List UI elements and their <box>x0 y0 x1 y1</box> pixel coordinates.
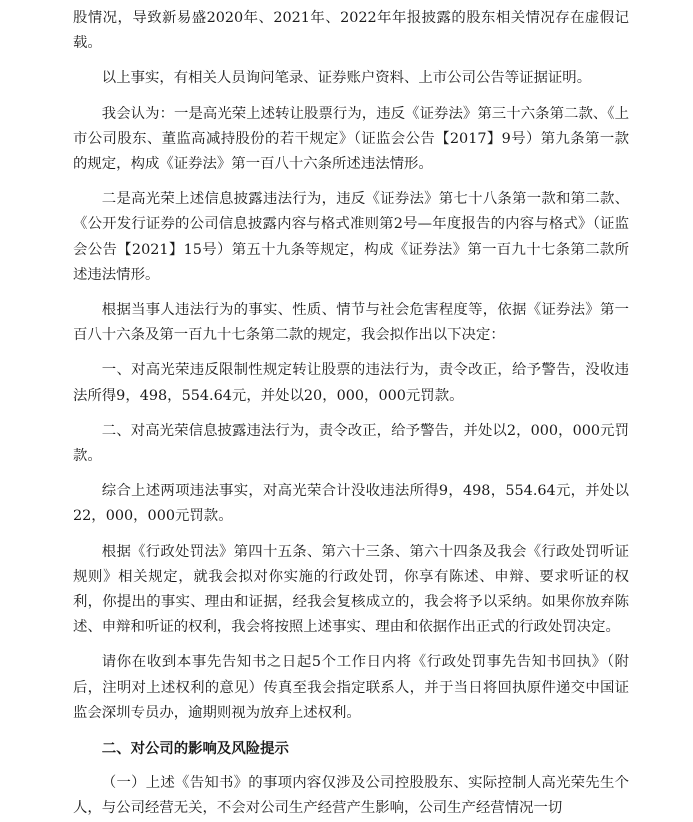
paragraph-decision-two: 二、对高光荣信息披露违法行为，责令改正，给予警告，并处以2，000，000元罚款。 <box>73 422 629 465</box>
paragraph-opinion-one: 我会认为：一是高光荣上述转让股票行为，违反《证券法》第三十六条第二款、《上市公司股东、董监高减持股份的若干规定》（证监会公告【2017】9号）第九条第一款的规定，构成《证券法》第一百八十六条所述违法情形。 <box>73 105 629 173</box>
paragraph-opinion-two: 二是高光荣上述信息披露违法行为，违反《证券法》第七十八条第一款和第二款、《公开发行证券的公司信息披露内容与格式准则第2号—年度报告的内容与格式》（证监会公告【2021】15号）第五十九条等规定，构成《证券法》第一百九十七条第二款所述违法情形。 <box>73 191 629 283</box>
paragraph-evidence: 以上事实，有相关人员询问笔录、证券账户资料、上市公司公告等证据证明。 <box>101 70 592 87</box>
paragraph-receipt-instruction: 请你在收到本事先告知书之日起5个工作日内将《行政处罚事先告知书回执》（附后，注明对上述权利的意见）传真至我会指定联系人，并于当日将回执原件递交中国证监会深圳专员办，逾期则视为放弃上述权利。 <box>73 654 629 721</box>
paragraph-basis: 根据当事人违法行为的事实、性质、情节与社会危害程度等，依据《证券法》第一百八十六条及第一百九十七条第二款的规定，我会拟作出以下决定： <box>73 302 629 344</box>
paragraph-decision-total: 综合上述两项违法事实，对高光荣合计没收违法所得9，498，554.64元，并处以22，000，000元罚款。 <box>73 483 629 525</box>
section-heading-impact: 二、对公司的影响及风险提示 <box>101 740 289 758</box>
paragraph-rights: 根据《行政处罚法》第四十五条、第六十三条、第六十四条及我会《行政处罚听证规则》相关规定，就我会拟对你实施的行政处罚，你享有陈述、申辩、要求听证的权利，你提出的事实、理由和证据，经我会复核成立的，我会将予以采纳。如果你放弃陈述、申辩和听证的权利，我会将按照上述事实、理由和依据作出正式的行政处罚决定。 <box>73 543 629 636</box>
paragraph-fact-continuation: 股情况，导致新易盛2020年、2021年、2022年年报披露的股东相关情况存在虚假记载。 <box>73 10 629 52</box>
paragraph-decision-one: 一、对高光荣违反限制性规定转让股票的违法行为，责令改正，给予警告，没收违法所得9，498，554.64元，并处以20，000，000元罚款。 <box>73 362 629 404</box>
paragraph-impact-one: （一）上述《告知书》的事项内容仅涉及公司控股股东、实际控制人高光荣先生个人，与公司经营无关，不会对公司生产经营产生影响，公司生产经营情况一切 <box>73 775 629 817</box>
